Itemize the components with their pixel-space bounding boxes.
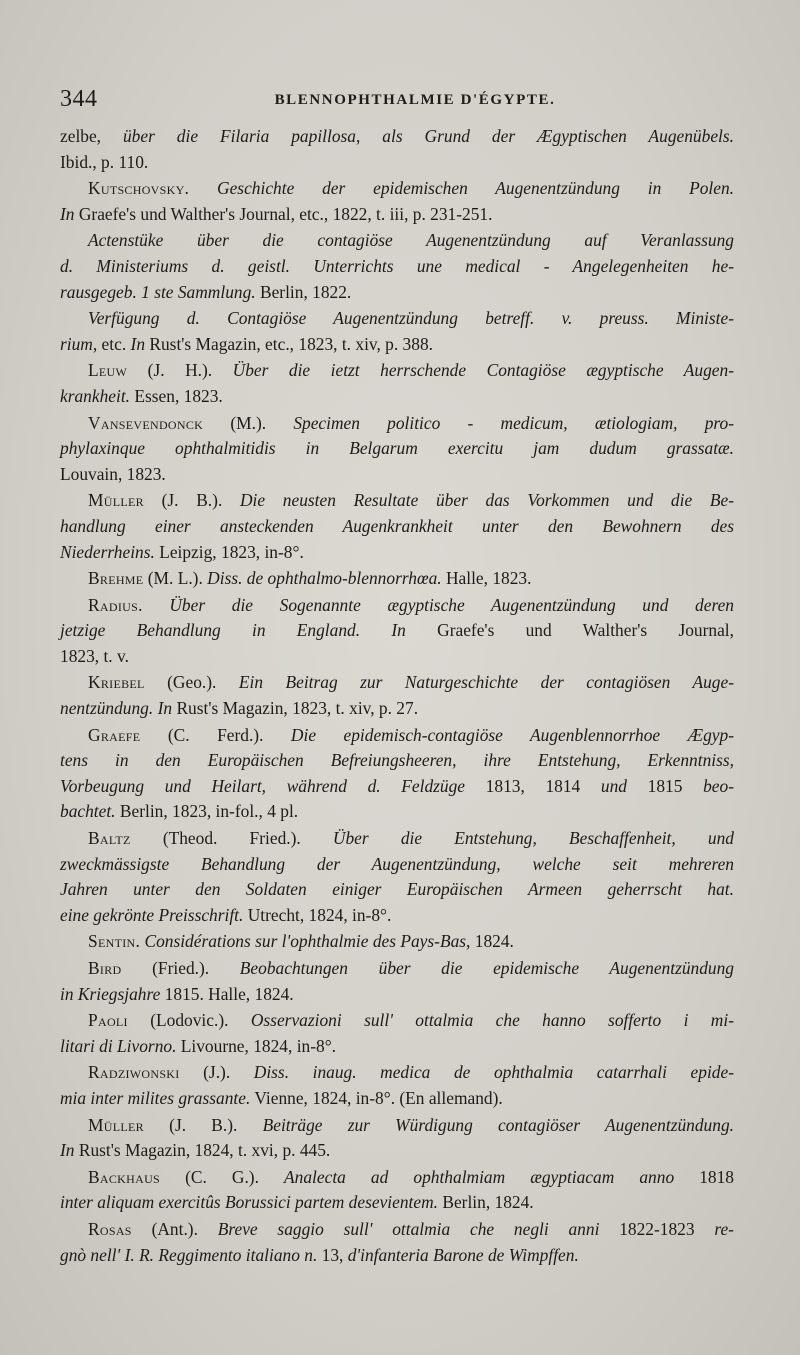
text-segment: (Ant.).	[131, 1218, 218, 1239]
italic-title: litari di Livorno.	[60, 1035, 177, 1056]
author-name: Kutschovsky.	[88, 178, 190, 199]
text-segment: (Lodovic.).	[127, 1010, 251, 1031]
author-name: Rosas	[88, 1218, 132, 1239]
author-name: Bird	[88, 958, 122, 978]
text-line	[60, 1217, 734, 1243]
text-segment: 13,	[317, 1244, 348, 1265]
text-segment: Rust's Magazin, 1823, t. xiv, p. 27.	[172, 698, 419, 719]
author-name: Brehme	[88, 568, 144, 589]
text-segment: 1813, 1814	[465, 775, 601, 796]
text-line	[60, 1190, 734, 1216]
bibliography-entry	[60, 228, 734, 305]
text-segment: (J.).	[179, 1062, 254, 1083]
bibliography-entry	[60, 488, 734, 565]
text-segment: , 1824.	[466, 931, 514, 952]
italic-title: und	[600, 775, 627, 796]
text-segment: 1823, t. v.	[60, 645, 129, 666]
italic-title: als Grund der Ægyptischen Augenübels.	[382, 126, 734, 146]
bibliography-entry	[60, 358, 734, 409]
text-line	[60, 332, 734, 358]
text-line	[60, 956, 734, 982]
italic-title: zweckmässigste Behandlung der Augenentzündung, welche seit mehreren	[60, 853, 734, 874]
text-segment: (Fried.).	[121, 958, 240, 978]
text-line	[60, 1008, 734, 1034]
author-name: Kriebel	[88, 672, 145, 693]
text-segment: (M. L.).	[143, 568, 208, 589]
text-line	[60, 593, 734, 619]
text-segment: ,	[355, 126, 383, 146]
text-line	[60, 566, 734, 592]
text-line	[60, 514, 734, 540]
text-segment: 1815. Halle, 1824.	[160, 983, 294, 1004]
bibliography-entry	[60, 1113, 734, 1164]
text-segment: (J. B.).	[143, 490, 240, 511]
author-name: Müller	[88, 1114, 144, 1135]
italic-title: Über die ietzt herrschende Contagiöse ægyptische Augen-	[232, 360, 735, 381]
bibliography-entry	[60, 1165, 734, 1216]
bibliography-entry	[60, 566, 734, 592]
italic-title: Diss. inaug. medica de ophthalmia catarrhali epide-	[253, 1062, 734, 1083]
text-line	[60, 748, 734, 774]
italic-title: re-	[714, 1218, 734, 1239]
italic-title: Diss. de ophthalmo-blennorrhœa.	[207, 568, 442, 589]
author-name: Vansevendonck	[88, 412, 204, 433]
text-segment: (Geo.).	[144, 672, 239, 693]
italic-title: Considérations sur l'ophthalmie des Pays-Bas	[144, 931, 467, 952]
author-name: Radius.	[88, 594, 143, 615]
text-line	[60, 826, 734, 852]
text-line	[60, 488, 734, 514]
text-segment: Livourne, 1824, in-8°.	[176, 1035, 337, 1056]
text-segment	[189, 178, 217, 198]
text-line	[60, 124, 734, 150]
text-segment: Louvain, 1823.	[60, 463, 166, 484]
author-name: Müller	[88, 490, 144, 511]
text-segment: Halle, 1823.	[441, 568, 532, 589]
text-segment: (J. B.).	[143, 1114, 263, 1135]
italic-title: Specimen politico - medicum, ætiologiam, pro-	[293, 412, 735, 433]
bibliography-entry	[60, 956, 734, 1007]
text-line	[60, 436, 734, 462]
text-segment: (M.).	[203, 412, 294, 433]
italic-title: inter aliquam exercitûs Borussici partem desevientem.	[60, 1192, 438, 1213]
italic-title: Niederrheins.	[60, 541, 155, 562]
text-line	[60, 618, 734, 644]
running-title: BLENNOPHTHALMIE D'ÉGYPTE.	[274, 92, 556, 108]
bibliography-entry	[60, 1217, 734, 1268]
text-line	[60, 982, 734, 1008]
italic-title: Jahren unter den Soldaten einiger Europäischen Armeen geherrscht hat.	[60, 879, 734, 900]
text-line	[60, 852, 734, 878]
text-segment: (J. H.).	[127, 360, 233, 381]
italic-title: phylaxinque ophthalmitidis in Belgarum exercitu jam dudum grassatæ.	[60, 438, 734, 459]
italic-title: In	[60, 203, 75, 224]
italic-title: gnò nell' I. R. Reggimento italiano n.	[60, 1244, 318, 1265]
text-line	[60, 1138, 734, 1164]
italic-title: Actenstüke über die contagiöse Augenentzündung auf Veranlassung	[88, 230, 734, 251]
text-segment: Utrecht, 1824, in-8°.	[243, 904, 392, 925]
text-segment: 1818	[674, 1166, 734, 1187]
text-line	[60, 723, 734, 749]
text-segment: Leipzig, 1823, in-8°.	[154, 541, 304, 562]
bibliography-entry	[60, 411, 734, 488]
text-segment: , etc.	[92, 333, 131, 354]
italic-title: krankheit.	[60, 385, 131, 406]
text-segment: Graefe's und Walther's Journal, etc., 1822, t. iii, p. 231-251.	[74, 203, 493, 224]
author-name: Sentin.	[88, 931, 141, 952]
text-segment: Essen, 1823.	[130, 385, 223, 406]
text-segment: (C. Ferd.).	[140, 724, 291, 745]
italic-title: Beiträge zur Würdigung contagiöser Augenentzündung.	[262, 1114, 734, 1135]
italic-title: in Kriegsjahre	[60, 983, 161, 1004]
italic-title: d'infanteria Barone de Wimpffen.	[347, 1244, 579, 1265]
author-name: Radziwonski	[88, 1062, 180, 1083]
italic-title: Vorbeugung und Heilart, während d. Feldzüge	[60, 775, 466, 796]
italic-title: Breve saggio sull' ottalmia che negli anni	[217, 1218, 600, 1239]
text-segment: (Theod. Fried.).	[130, 828, 333, 849]
italic-title: Verfügung d. Contagiöse Augenentzündung betreff. v. preuss. Ministe-	[88, 308, 734, 329]
text-segment: zelbe,	[60, 126, 123, 146]
text-line	[60, 1060, 734, 1086]
italic-title: tens in den Europäischen Befreiungsheeren, ihre Entstehung, Erkenntniss,	[60, 750, 734, 771]
text-segment: 1822-1823	[599, 1218, 715, 1239]
text-segment: Graefe's und Walther's Journal,	[405, 620, 734, 641]
italic-title: jetzige Behandlung in England.	[60, 620, 361, 641]
page-header	[60, 86, 740, 116]
italic-title: eine gekrönte Preisschrift.	[60, 904, 244, 925]
text-line	[60, 1243, 734, 1269]
text-segment: Berlin, 1824.	[438, 1192, 534, 1213]
text-line	[60, 306, 734, 332]
italic-title: In	[60, 1140, 75, 1161]
bibliography-entry	[60, 593, 734, 670]
italic-title: Die epidemisch-contagiöse Augenblennorrhoe Ægyp-	[290, 724, 734, 745]
text-line	[60, 150, 734, 176]
text-line	[60, 228, 734, 254]
text-line	[60, 696, 734, 722]
italic-title: Geschichte der epidemischen Augenentzündung in Polen.	[217, 178, 734, 199]
text-segment	[143, 595, 170, 615]
author-name: Graefe	[88, 724, 141, 745]
text-line	[60, 411, 734, 437]
italic-title: Über die Entstehung, Beschaffenheit, und	[332, 828, 734, 849]
text-line	[60, 877, 734, 903]
text-segment: (C. G.).	[160, 1166, 285, 1187]
italic-title: rausgegeb. 1 ste Sammlung.	[60, 281, 256, 302]
italic-title: Die neusten Resultate über das Vorkommen und die Be-	[239, 490, 734, 511]
italic-title: Beobachtungen über die epidemische Augenentzündung	[239, 958, 735, 978]
italic-title: über die Filaria papillosa	[122, 126, 356, 146]
italic-title: nentzündung.	[60, 698, 154, 719]
text-line	[60, 1086, 734, 1112]
text-line	[60, 462, 734, 488]
italic-title: handlung einer ansteckenden Augenkrankheit unter den Bewohnern des	[60, 515, 734, 536]
text-segment: Vienne, 1824, in-8°. (En allemand).	[250, 1087, 503, 1108]
text-line	[60, 1113, 734, 1139]
text-segment: Ibid., p. 110.	[60, 151, 149, 172]
italic-title: Ein Beitrag zur Naturgeschichte der contagiösen Auge-	[238, 672, 734, 693]
bibliography-entry	[60, 723, 734, 825]
text-segment	[360, 620, 391, 640]
bibliography-entry	[60, 176, 734, 227]
italic-title: beo-	[703, 775, 735, 796]
text-line	[60, 202, 734, 228]
text-line	[60, 774, 734, 800]
author-name: Leuw	[88, 360, 128, 381]
text-line	[60, 280, 734, 306]
text-line	[60, 540, 734, 566]
text-line	[60, 254, 734, 280]
text-line	[60, 176, 734, 202]
italic-title: mia inter milites grassante.	[60, 1087, 251, 1108]
italic-title: Analecta ad ophthalmiam ægyptiacam anno	[284, 1166, 675, 1187]
text-segment: 1815	[627, 775, 704, 796]
text-segment: Berlin, 1822.	[255, 281, 352, 302]
page-number: 344	[60, 86, 98, 112]
author-name: Baltz	[88, 828, 131, 849]
bibliography-entry	[60, 124, 734, 175]
bibliography-entry	[60, 826, 734, 928]
author-name: Backhaus	[88, 1166, 161, 1187]
text-line	[60, 903, 734, 929]
text-segment: Berlin, 1823, in-fol., 4 pl.	[115, 801, 299, 822]
italic-title: In	[391, 620, 406, 641]
text-line	[60, 929, 734, 955]
bibliography-entry	[60, 929, 734, 955]
text-line	[60, 1165, 734, 1191]
italic-title: Osservazioni sull' ottalmia che hanno sofferto i mi-	[250, 1010, 734, 1031]
text-line	[60, 799, 734, 825]
italic-title: Über die Sogenannte ægyptische Augenentzündung und deren	[169, 594, 734, 615]
bibliography-entry	[60, 670, 734, 721]
text-line	[60, 1034, 734, 1060]
italic-title: d. Ministeriums d. geistl. Unterrichts une medical - Angelegenheiten he-	[60, 255, 734, 276]
italic-title: In	[157, 698, 173, 719]
text-line	[60, 644, 734, 670]
text-segment: Rust's Magazin, 1824, t. xvi, p. 445.	[74, 1140, 331, 1161]
bibliography-list	[60, 124, 734, 1269]
bibliography-entry	[60, 306, 734, 357]
author-name: Paoli	[88, 1010, 128, 1031]
text-line	[60, 670, 734, 696]
text-segment: Rust's Magazin, etc., 1823, t. xiv, p. 388.	[145, 333, 433, 354]
italic-title: rium	[60, 333, 93, 354]
bibliography-entry	[60, 1060, 734, 1111]
text-line	[60, 358, 734, 384]
italic-title: In	[130, 333, 146, 354]
text-line	[60, 384, 734, 410]
italic-title: bachtet.	[60, 801, 116, 822]
bibliography-entry	[60, 1008, 734, 1059]
